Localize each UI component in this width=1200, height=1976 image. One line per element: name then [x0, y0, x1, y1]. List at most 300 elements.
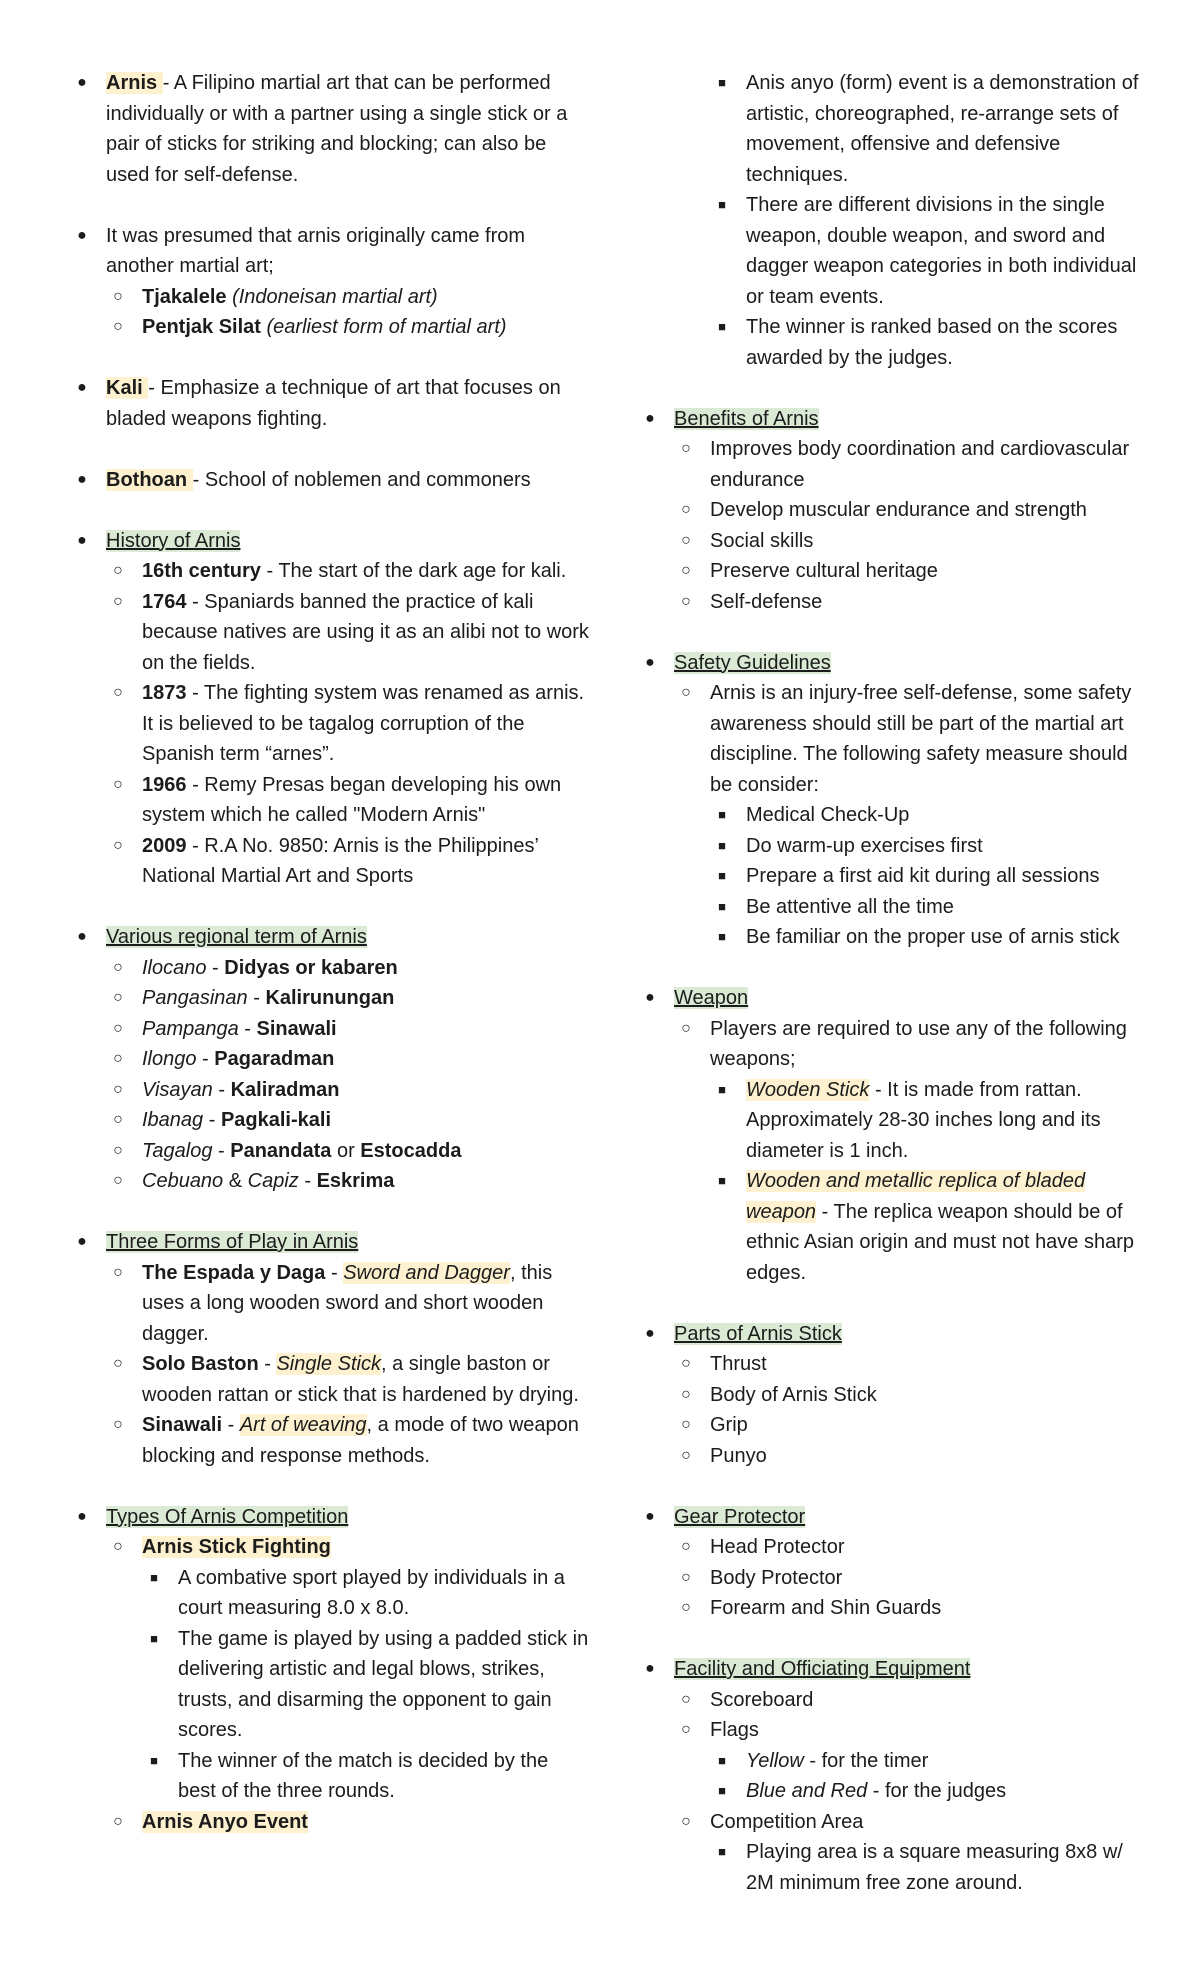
- text-run: Sinawali: [142, 1414, 223, 1436]
- list-item-text: [710, 560, 938, 582]
- text-run: Pangasinan: [142, 987, 248, 1009]
- text-run: Body of Arnis Stick: [710, 1383, 877, 1406]
- list-item-text: [178, 1628, 588, 1742]
- text-run: Pagaradman: [214, 1048, 335, 1070]
- circle-bullet-icon: ○: [113, 1538, 123, 1555]
- text-run: Social skills: [710, 529, 814, 552]
- list-item-text: [746, 316, 1117, 369]
- text-run: , a single baston or wooden rattan or stick that is hardened by drying.: [142, 1353, 579, 1406]
- text-run: - The start of the dark age for kali.: [266, 560, 567, 582]
- list-item-level-3: [638, 1166, 1150, 1288]
- list-item-level-2: [70, 1166, 590, 1197]
- list-item-text: [674, 1323, 842, 1345]
- text-run: 16th century: [142, 560, 267, 582]
- circle-bullet-icon: ○: [681, 1385, 691, 1403]
- square-bullet-icon: ■: [718, 929, 726, 944]
- text-run: Types Of Arnis Competition: [106, 1505, 349, 1528]
- list-item-text: [674, 652, 831, 674]
- disc-bullet-icon: ●: [645, 989, 655, 1006]
- spacer: [70, 434, 590, 465]
- list-item-text: [710, 1811, 863, 1833]
- text-run: Grip: [710, 1414, 748, 1436]
- text-run: Ilongo: [142, 1048, 197, 1070]
- list-item-text: [746, 835, 983, 857]
- text-run: or: [331, 1139, 361, 1162]
- circle-bullet-icon: ○: [113, 287, 123, 305]
- text-run: Improves body coordination and cardiovascular endurance: [710, 438, 1130, 491]
- text-run: Benefits of Arnis: [674, 407, 819, 430]
- spacer: [638, 953, 1150, 984]
- list-item-level-2: [70, 1258, 590, 1350]
- list-item-level-2: [70, 282, 590, 313]
- circle-bullet-icon: ○: [113, 562, 123, 579]
- text-run: (Indoneisan martial art): [232, 285, 438, 308]
- list-item-level-2: [70, 678, 590, 770]
- text-run: - A Filipino martial art that can be performed individually or with a partner using a single stick or a pair of sticks for striking and blocking; can also be used for self-defense.: [106, 72, 568, 186]
- circle-bullet-icon: ○: [113, 775, 123, 793]
- list-item-level-1: [70, 526, 590, 557]
- spacer: [70, 190, 590, 221]
- list-item-level-3: [638, 312, 1150, 373]
- text-run: Arnis: [106, 72, 163, 94]
- disc-bullet-icon: ●: [77, 470, 87, 488]
- text-run: - The replica weapon should be of ethnic Asian origin and must not have sharp edges.: [746, 1200, 1135, 1284]
- disc-bullet-icon: ●: [645, 409, 655, 427]
- list-item-level-3: [70, 1563, 590, 1624]
- list-item-text: [142, 835, 538, 888]
- list-item-text: [142, 1262, 552, 1345]
- square-bullet-icon: ■: [718, 1752, 726, 1768]
- list-item-text: [674, 987, 748, 1009]
- circle-bullet-icon: ○: [681, 1568, 691, 1586]
- text-run: Didyas or kabaren: [224, 956, 398, 979]
- list-item-text: [710, 1536, 845, 1558]
- list-item-level-2: [638, 556, 1150, 587]
- circle-bullet-icon: ○: [113, 592, 123, 610]
- list-item-text: [710, 1567, 842, 1589]
- text-run: -: [206, 956, 225, 979]
- text-run: Blue and Red: [746, 1780, 868, 1802]
- list-item-text: [106, 377, 561, 430]
- spacer: [70, 1197, 590, 1228]
- list-item-text: [142, 1109, 331, 1131]
- spacer: [70, 1471, 590, 1502]
- list-item-level-2: [70, 1349, 590, 1410]
- list-item-text: [142, 1140, 461, 1162]
- list-item-level-2: [70, 831, 590, 892]
- list-item-text: [106, 469, 531, 491]
- text-run: &: [223, 1170, 248, 1192]
- text-run: Gear Protector: [674, 1505, 806, 1528]
- text-run: Various regional term of Arnis: [106, 926, 367, 948]
- circle-bullet-icon: ○: [681, 1721, 691, 1738]
- list-item-level-2: [70, 312, 590, 343]
- list-item-level-3: [638, 831, 1150, 862]
- list-item-text: [142, 1170, 394, 1192]
- list-item-text: [710, 438, 1129, 491]
- list-item-level-2: [638, 1685, 1150, 1716]
- square-bullet-icon: ■: [718, 1081, 726, 1097]
- list-item-level-1: [70, 1502, 590, 1533]
- text-run: - Spaniards banned the practice of kali because natives are using it as an alibi not to work on the fields.: [142, 590, 589, 674]
- list-item-level-2: [638, 1349, 1150, 1380]
- spacer: [638, 1471, 1150, 1502]
- spacer: [70, 343, 590, 374]
- text-run: Bothoan: [106, 468, 193, 491]
- list-item-level-2: [638, 1807, 1150, 1838]
- square-bullet-icon: ■: [150, 1630, 158, 1646]
- text-run: - Remy Presas began developing his own system which he called "Modern Arnis": [142, 773, 562, 826]
- square-bullet-icon: ■: [718, 1173, 726, 1188]
- text-run: Pentjak Silat: [142, 316, 267, 338]
- list-item-level-3: [638, 861, 1150, 892]
- disc-bullet-icon: ●: [645, 1324, 655, 1342]
- text-run: Medical Check-Up: [746, 804, 910, 826]
- text-run: -: [247, 987, 266, 1009]
- spacer: [638, 373, 1150, 404]
- text-run: Be familiar on the proper use of arnis stick: [746, 926, 1120, 948]
- list-item-level-2: [70, 770, 590, 831]
- text-run: Arnis Anyo Event: [142, 1810, 308, 1833]
- list-item-level-2: [638, 1532, 1150, 1563]
- list-item-level-1: [638, 1319, 1150, 1350]
- square-bullet-icon: ■: [150, 1569, 158, 1585]
- square-bullet-icon: ■: [718, 837, 726, 853]
- list-item-text: [710, 1689, 813, 1711]
- list-item-level-3: [638, 922, 1150, 953]
- list-item-level-2: [638, 587, 1150, 618]
- list-item-level-3: [638, 1776, 1150, 1807]
- list-item-level-2: [638, 1014, 1150, 1075]
- left-column: [70, 68, 590, 1837]
- text-run: 2009: [142, 834, 193, 857]
- text-run: Visayan: [142, 1078, 213, 1101]
- list-item-text: [710, 1353, 767, 1375]
- text-run: Scoreboard: [710, 1688, 814, 1711]
- text-run: Do warm-up exercises first: [746, 834, 983, 857]
- circle-bullet-icon: ○: [113, 836, 123, 854]
- list-item-text: [142, 1079, 340, 1101]
- text-run: Self-defense: [710, 590, 823, 613]
- text-run: Eskrima: [316, 1170, 395, 1192]
- circle-bullet-icon: ○: [113, 684, 123, 701]
- circle-bullet-icon: ○: [681, 1019, 691, 1037]
- circle-bullet-icon: ○: [681, 1355, 691, 1372]
- list-item-level-3: [638, 1075, 1150, 1167]
- text-run: 1873: [142, 682, 193, 704]
- list-item-text: [710, 530, 813, 552]
- text-run: Forearm and Shin Guards: [710, 1597, 942, 1619]
- list-item-level-1: [638, 404, 1150, 435]
- spacer: [70, 495, 590, 526]
- list-item-level-2: [638, 1715, 1150, 1746]
- list-item-level-1: [70, 465, 590, 496]
- circle-bullet-icon: ○: [113, 1141, 123, 1159]
- text-run: Pampanga: [142, 1017, 239, 1040]
- square-bullet-icon: ■: [718, 1844, 726, 1859]
- list-item-text: [674, 1658, 970, 1680]
- list-item-text: [142, 286, 438, 308]
- list-item-level-1: [70, 221, 590, 282]
- list-item-text: [746, 1841, 1123, 1894]
- list-item-text: [142, 1353, 579, 1406]
- text-run: Arnis Stick Fighting: [142, 1536, 331, 1558]
- text-run: , this uses a long wooden sword and short wooden dagger.: [142, 1261, 553, 1345]
- list-item-text: [142, 957, 398, 979]
- text-run: - School of noblemen and commoners: [192, 468, 531, 491]
- disc-bullet-icon: ●: [645, 1507, 655, 1525]
- circle-bullet-icon: ○: [113, 1050, 123, 1067]
- text-run: Three Forms of Play in Arnis: [106, 1231, 359, 1253]
- list-item-level-3: [70, 1746, 590, 1807]
- circle-bullet-icon: ○: [113, 1080, 123, 1098]
- text-run: There are different divisions in the single weapon, double weapon, and sword and dagger weapon categories in both individual or team events.: [746, 194, 1137, 308]
- list-item-text: [142, 1048, 334, 1070]
- list-item-text: [106, 1231, 358, 1253]
- text-run: Playing area is a square measuring 8x8 w/ 2M minimum free zone around.: [746, 1841, 1123, 1894]
- text-run: Solo Baston: [142, 1353, 259, 1375]
- list-item-level-1: [70, 1227, 590, 1258]
- text-run: - for the timer: [803, 1749, 929, 1772]
- list-item-level-3: [638, 1837, 1150, 1898]
- text-run: Pagkali-kali: [220, 1109, 332, 1131]
- circle-bullet-icon: ○: [113, 1172, 123, 1189]
- list-item-text: [142, 774, 561, 827]
- list-item-text: [142, 591, 589, 674]
- text-run: -: [222, 1414, 240, 1436]
- text-run: - for the judges: [867, 1780, 1007, 1802]
- circle-bullet-icon: ○: [681, 562, 691, 579]
- circle-bullet-icon: ○: [681, 1538, 691, 1555]
- text-run: Ibanag: [142, 1109, 204, 1131]
- list-item-text: [710, 1414, 748, 1436]
- circle-bullet-icon: ○: [113, 989, 123, 1006]
- list-item-text: [746, 1079, 1101, 1162]
- text-run: Safety Guidelines: [674, 651, 831, 674]
- square-bullet-icon: ■: [718, 898, 726, 914]
- list-item-level-3: [70, 1624, 590, 1746]
- square-bullet-icon: ■: [718, 868, 726, 883]
- list-item-level-2: [70, 1044, 590, 1075]
- circle-bullet-icon: ○: [113, 1416, 123, 1433]
- spacer: [638, 1288, 1150, 1319]
- list-item-level-3: [638, 190, 1150, 312]
- text-run: -: [212, 1139, 231, 1162]
- circle-bullet-icon: ○: [681, 1599, 691, 1616]
- text-run: - It is made from rattan. Approximately 28-30 inches long and its diameter is 1 inch.: [746, 1078, 1101, 1162]
- text-run: -: [203, 1109, 221, 1131]
- list-item-level-2: [638, 1441, 1150, 1472]
- text-run: Thrust: [710, 1353, 767, 1375]
- spacer: [70, 892, 590, 923]
- text-run: -: [212, 1078, 231, 1101]
- circle-bullet-icon: ○: [681, 1812, 691, 1830]
- text-run: Weapon: [674, 987, 749, 1009]
- text-run: - The fighting system was renamed as arnis. It is believed to be tagalog corruption of the Spanish term “arnes”.: [142, 682, 585, 765]
- circle-bullet-icon: ○: [113, 1355, 123, 1372]
- right-column: [638, 68, 1150, 1898]
- text-run: It was presumed that arnis originally came from another martial art;: [106, 224, 526, 277]
- text-run: The game is played by using a padded stick in delivering artistic and legal blows, strikes, trusts, and disarming the opponent to gain scores.: [178, 1627, 589, 1741]
- square-bullet-icon: ■: [718, 319, 726, 334]
- text-run: Panandata: [230, 1139, 332, 1162]
- text-run: , a mode of two weapon blocking and response methods.: [142, 1414, 579, 1467]
- list-item-text: [710, 1597, 941, 1619]
- list-item-text: [746, 194, 1136, 308]
- circle-bullet-icon: ○: [681, 440, 691, 457]
- list-item-level-2: [638, 434, 1150, 495]
- square-bullet-icon: ■: [718, 807, 726, 822]
- text-run: Kali: [106, 377, 149, 399]
- list-item-level-2: [70, 983, 590, 1014]
- list-item-text: [178, 1567, 565, 1620]
- text-run: Facility and Officiating Equipment: [674, 1658, 971, 1680]
- list-item-level-2: [638, 1410, 1150, 1441]
- list-item-text: [142, 987, 394, 1009]
- list-item-level-1: [70, 922, 590, 953]
- list-item-text: [746, 804, 909, 826]
- text-run: Single Stick: [276, 1353, 381, 1375]
- circle-bullet-icon: ○: [681, 1416, 691, 1433]
- text-run: Tjakalele: [142, 285, 233, 308]
- disc-bullet-icon: ●: [77, 226, 87, 244]
- disc-bullet-icon: ●: [645, 1660, 655, 1677]
- list-item-level-3: [638, 68, 1150, 190]
- text-run: -: [238, 1017, 257, 1040]
- list-item-level-2: [638, 1380, 1150, 1411]
- list-item-text: [746, 865, 1100, 887]
- list-item-text: [710, 1445, 767, 1467]
- spacer: [638, 617, 1150, 648]
- list-item-text: [746, 1170, 1134, 1284]
- text-run: Art of weaving: [239, 1414, 367, 1436]
- list-item-level-2: [70, 953, 590, 984]
- list-item-text: [106, 72, 567, 186]
- text-run: Wooden Stick: [746, 1078, 870, 1101]
- list-item-level-2: [70, 1410, 590, 1471]
- list-item-text: [674, 1506, 805, 1528]
- list-item-level-2: [70, 1105, 590, 1136]
- text-run: The winner of the match is decided by the best of the three rounds.: [178, 1749, 549, 1802]
- text-run: -: [298, 1170, 317, 1192]
- text-run: The Espada y Daga: [142, 1261, 326, 1284]
- list-item-level-3: [638, 1746, 1150, 1777]
- text-run: -: [258, 1353, 277, 1375]
- disc-bullet-icon: ●: [77, 928, 87, 945]
- text-run: Be attentive all the time: [746, 895, 954, 918]
- spacer: [638, 1624, 1150, 1655]
- list-item-text: [674, 408, 819, 430]
- text-run: Body Protector: [710, 1566, 843, 1589]
- text-run: Players are required to use any of the following weapons;: [710, 1017, 1127, 1070]
- text-run: Tagalog: [142, 1139, 213, 1162]
- list-item-text: [106, 1506, 348, 1528]
- list-item-text: [746, 1780, 1006, 1802]
- list-item-text: [106, 530, 240, 552]
- list-item-level-3: [638, 800, 1150, 831]
- text-run: Flags: [710, 1719, 759, 1741]
- list-item-text: [746, 72, 1138, 186]
- list-item-text: [142, 682, 584, 765]
- text-run: Estocadda: [360, 1139, 462, 1162]
- text-run: A combative sport played by individuals in a court measuring 8.0 x 8.0.: [178, 1566, 565, 1619]
- list-item-level-2: [70, 556, 590, 587]
- text-run: Punyo: [710, 1444, 767, 1467]
- list-item-text: [746, 896, 954, 918]
- text-run: 1966: [142, 773, 193, 796]
- list-item-text: [746, 1750, 928, 1772]
- list-item-level-1: [638, 648, 1150, 679]
- disc-bullet-icon: ●: [77, 1233, 87, 1250]
- disc-bullet-icon: ●: [77, 379, 87, 396]
- list-item-text: [142, 1811, 308, 1833]
- text-run: The winner is ranked based on the scores awarded by the judges.: [746, 316, 1118, 369]
- list-item-text: [142, 1536, 331, 1558]
- text-run: 1764: [142, 590, 193, 613]
- circle-bullet-icon: ○: [681, 501, 691, 518]
- text-run: -: [196, 1048, 215, 1070]
- list-item-text: [710, 499, 1087, 521]
- text-run: Wooden and metallic replica of bladed weapon: [746, 1170, 1086, 1223]
- text-run: Competition Area: [710, 1810, 864, 1833]
- text-run: History of Arnis: [106, 529, 241, 552]
- circle-bullet-icon: ○: [681, 1446, 691, 1464]
- text-run: Develop muscular endurance and strength: [710, 499, 1087, 521]
- list-item-level-2: [70, 1014, 590, 1045]
- list-item-level-1: [70, 68, 590, 190]
- disc-bullet-icon: ●: [77, 1507, 87, 1525]
- circle-bullet-icon: ○: [113, 318, 123, 335]
- list-item-level-2: [70, 1075, 590, 1106]
- circle-bullet-icon: ○: [681, 1690, 691, 1708]
- list-item-level-1: [70, 373, 590, 434]
- list-item-text: [106, 926, 367, 948]
- square-bullet-icon: ■: [718, 1783, 726, 1798]
- list-item-text: [142, 316, 507, 338]
- text-run: Parts of Arnis Stick: [674, 1322, 842, 1345]
- square-bullet-icon: ■: [718, 75, 726, 90]
- text-run: Kaliradman: [230, 1078, 340, 1101]
- circle-bullet-icon: ○: [113, 958, 123, 976]
- disc-bullet-icon: ●: [77, 531, 87, 549]
- list-item-text: [106, 225, 525, 278]
- disc-bullet-icon: ●: [77, 74, 87, 91]
- text-run: Kalirunungan: [265, 987, 395, 1009]
- disc-bullet-icon: ●: [645, 653, 655, 671]
- text-run: Preserve cultural heritage: [710, 560, 938, 582]
- list-item-text: [178, 1750, 548, 1803]
- text-run: Arnis is an injury-free self-defense, some safety awareness should still be part of the martial art discipline. The following safety measure should be consider:: [710, 682, 1132, 796]
- square-bullet-icon: ■: [150, 1752, 158, 1768]
- text-run: Yellow: [746, 1749, 804, 1772]
- circle-bullet-icon: ○: [113, 1111, 123, 1128]
- text-run: Head Protector: [710, 1536, 845, 1558]
- list-item-text: [710, 1018, 1127, 1071]
- list-item-level-2: [638, 1563, 1150, 1594]
- list-item-level-2: [70, 587, 590, 679]
- text-run: Anis anyo (form) event is a demonstration of artistic, choreographed, re-arrange sets of movement, offensive and defensive techniques.: [746, 72, 1139, 186]
- list-item-level-1: [638, 1654, 1150, 1685]
- text-run: - Emphasize a technique of art that focuses on bladed weapons fighting.: [106, 377, 561, 430]
- list-item-level-2: [638, 495, 1150, 526]
- list-item-text: [710, 591, 822, 613]
- list-item-text: [710, 682, 1131, 796]
- text-run: Capiz: [247, 1170, 299, 1192]
- text-run: -: [325, 1261, 344, 1284]
- circle-bullet-icon: ○: [681, 531, 691, 549]
- text-run: - R.A No. 9850: Arnis is the Philippines’ National Martial Art and Sports: [142, 834, 539, 887]
- list-item-level-2: [70, 1136, 590, 1167]
